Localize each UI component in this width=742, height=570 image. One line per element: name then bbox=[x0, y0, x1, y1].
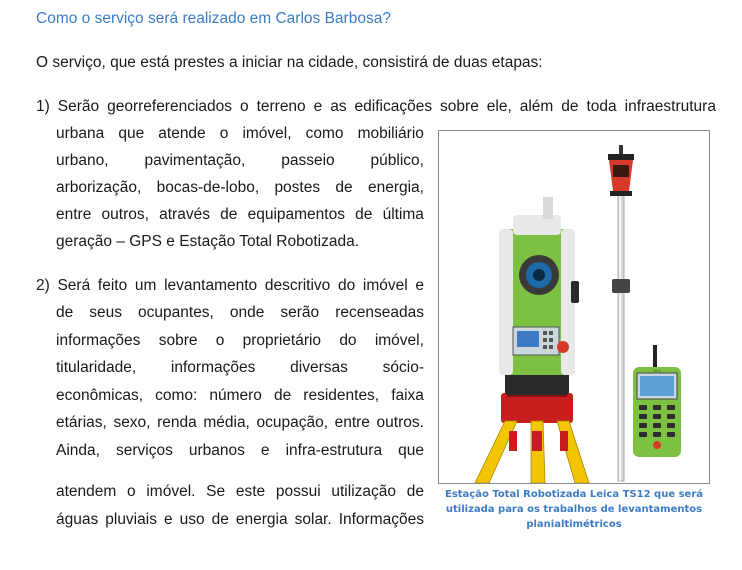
controller-brand-label: Leica bbox=[653, 368, 661, 373]
word: onde bbox=[229, 304, 265, 321]
word: levantamento bbox=[164, 277, 258, 294]
justified-line bbox=[36, 272, 424, 300]
justified-line bbox=[56, 327, 424, 355]
word: Informações bbox=[338, 511, 424, 528]
step-1-body bbox=[56, 120, 424, 255]
justified-line bbox=[56, 354, 424, 382]
word: um bbox=[134, 277, 157, 294]
word: imóvel, bbox=[242, 125, 292, 142]
word: e bbox=[163, 511, 173, 528]
justified-line bbox=[56, 120, 424, 147]
justified-line bbox=[36, 93, 716, 120]
word: imóvel, bbox=[374, 331, 424, 349]
word: postes bbox=[274, 179, 321, 196]
word: urbana bbox=[56, 125, 105, 142]
word: e bbox=[313, 98, 323, 115]
word: renda bbox=[157, 414, 197, 431]
word: residentes, bbox=[303, 386, 380, 404]
word: arborização, bbox=[56, 179, 142, 196]
word: de bbox=[211, 511, 229, 528]
word: edificações bbox=[354, 98, 433, 115]
justified-line bbox=[56, 478, 424, 506]
word: entre bbox=[56, 206, 92, 223]
word: o bbox=[239, 98, 249, 115]
word: faixa bbox=[391, 386, 424, 404]
word: de bbox=[355, 206, 373, 223]
word: bocas-de-lobo, bbox=[156, 179, 260, 196]
word: de bbox=[273, 386, 292, 404]
word: sócio- bbox=[382, 359, 424, 376]
step-2-body bbox=[56, 299, 424, 464]
word: toda bbox=[586, 98, 617, 115]
step-2-first-line bbox=[36, 272, 424, 300]
justified-line bbox=[56, 174, 424, 201]
word: sobre bbox=[158, 331, 198, 349]
word: serviços bbox=[115, 441, 173, 459]
word: de bbox=[561, 98, 579, 115]
word: outros. bbox=[376, 414, 424, 431]
justified-line bbox=[56, 409, 424, 437]
word: titularidade, bbox=[56, 359, 137, 376]
word: descritivo bbox=[264, 277, 331, 294]
word: atende bbox=[158, 125, 206, 142]
word: terreno bbox=[256, 98, 306, 115]
word: 1) bbox=[36, 98, 50, 115]
word: entre bbox=[334, 414, 370, 431]
word: e bbox=[260, 441, 270, 459]
word: georreferenciados bbox=[107, 98, 233, 115]
total-station bbox=[499, 197, 579, 395]
word: 2) bbox=[36, 277, 50, 294]
word: urbanos bbox=[188, 441, 245, 459]
word: uso bbox=[179, 511, 205, 528]
step-1-first-line bbox=[36, 93, 716, 120]
word: ele, bbox=[486, 98, 512, 115]
word: recenseadas bbox=[335, 304, 424, 321]
word: o bbox=[219, 125, 229, 142]
word: público, bbox=[370, 152, 424, 169]
justified-line bbox=[56, 299, 424, 327]
word: mobiliário bbox=[357, 125, 424, 142]
word: etárias, bbox=[56, 414, 107, 431]
justified-line bbox=[56, 201, 424, 228]
word: energia bbox=[235, 511, 288, 528]
word: de bbox=[406, 483, 424, 500]
word: informações bbox=[56, 331, 141, 349]
word: ocupação, bbox=[256, 414, 328, 431]
word: número bbox=[209, 386, 262, 404]
word: seus bbox=[89, 304, 123, 321]
intro-paragraph: O serviço, que está prestes a iniciar na cidade, consistirá de duas etapas: bbox=[36, 54, 543, 71]
word: imóvel bbox=[362, 277, 408, 294]
word: diversas bbox=[290, 359, 348, 376]
word: pavimentação, bbox=[144, 152, 246, 169]
word: passeio bbox=[281, 152, 335, 169]
word: possui bbox=[275, 483, 321, 500]
word: solar. bbox=[294, 511, 332, 528]
word: média, bbox=[203, 414, 250, 431]
word: este bbox=[235, 483, 266, 500]
word: Será bbox=[57, 277, 91, 294]
justified-line bbox=[56, 382, 424, 410]
field-controller bbox=[633, 345, 681, 457]
word: como bbox=[305, 125, 344, 142]
word: águas bbox=[56, 511, 99, 528]
word: atendem bbox=[56, 483, 117, 500]
equipment-photo bbox=[438, 130, 710, 484]
total-station-illustration bbox=[439, 131, 709, 483]
word: o bbox=[127, 483, 136, 500]
word: além bbox=[519, 98, 554, 115]
word: as bbox=[330, 98, 347, 115]
prism-pole bbox=[608, 145, 634, 481]
word: última bbox=[382, 206, 424, 223]
word: outros, bbox=[101, 206, 149, 223]
word: infraestrutura bbox=[624, 98, 716, 115]
justified-line bbox=[56, 506, 424, 534]
justified-line bbox=[56, 147, 424, 174]
tripod bbox=[475, 391, 589, 483]
section-heading: Como o serviço será realizado em Carlos Barbosa? bbox=[36, 10, 391, 27]
word: ocupantes, bbox=[138, 304, 214, 321]
word: serão bbox=[280, 304, 320, 321]
word: imóvel. bbox=[146, 483, 196, 500]
word: urbano, bbox=[56, 152, 109, 169]
figure-caption: Estação Total Robotizada Leica TS12 que será utilizada para os trabalhos de levantamentos planialtimétricos bbox=[444, 489, 704, 530]
word: Serão bbox=[57, 98, 100, 115]
word: infra-estrutura bbox=[285, 441, 383, 459]
word: energia, bbox=[367, 179, 424, 196]
word: econômicas, bbox=[56, 386, 144, 404]
word: como: bbox=[155, 386, 198, 404]
word: pluviais bbox=[105, 511, 157, 528]
word: Se bbox=[206, 483, 226, 500]
word: sexo, bbox=[113, 414, 151, 431]
word: equipamentos bbox=[247, 206, 345, 223]
justified-line bbox=[56, 437, 424, 465]
word: de bbox=[220, 206, 238, 223]
word: que bbox=[398, 441, 424, 459]
word: que bbox=[118, 125, 145, 142]
word: do bbox=[339, 331, 357, 349]
word: e bbox=[415, 277, 424, 294]
step-1-last-line: geração – GPS e Estação Total Robotizada. bbox=[56, 233, 360, 250]
word: utilização bbox=[331, 483, 396, 500]
word: de bbox=[335, 179, 353, 196]
word: informações bbox=[170, 359, 256, 376]
word: proprietário bbox=[242, 331, 322, 349]
word: do bbox=[337, 277, 356, 294]
word: o bbox=[215, 331, 225, 349]
word: de bbox=[56, 304, 74, 321]
word: através bbox=[159, 206, 210, 223]
word: Ainda, bbox=[56, 441, 100, 459]
word: feito bbox=[97, 277, 128, 294]
word: sobre bbox=[440, 98, 479, 115]
step-2-continued bbox=[56, 478, 424, 534]
